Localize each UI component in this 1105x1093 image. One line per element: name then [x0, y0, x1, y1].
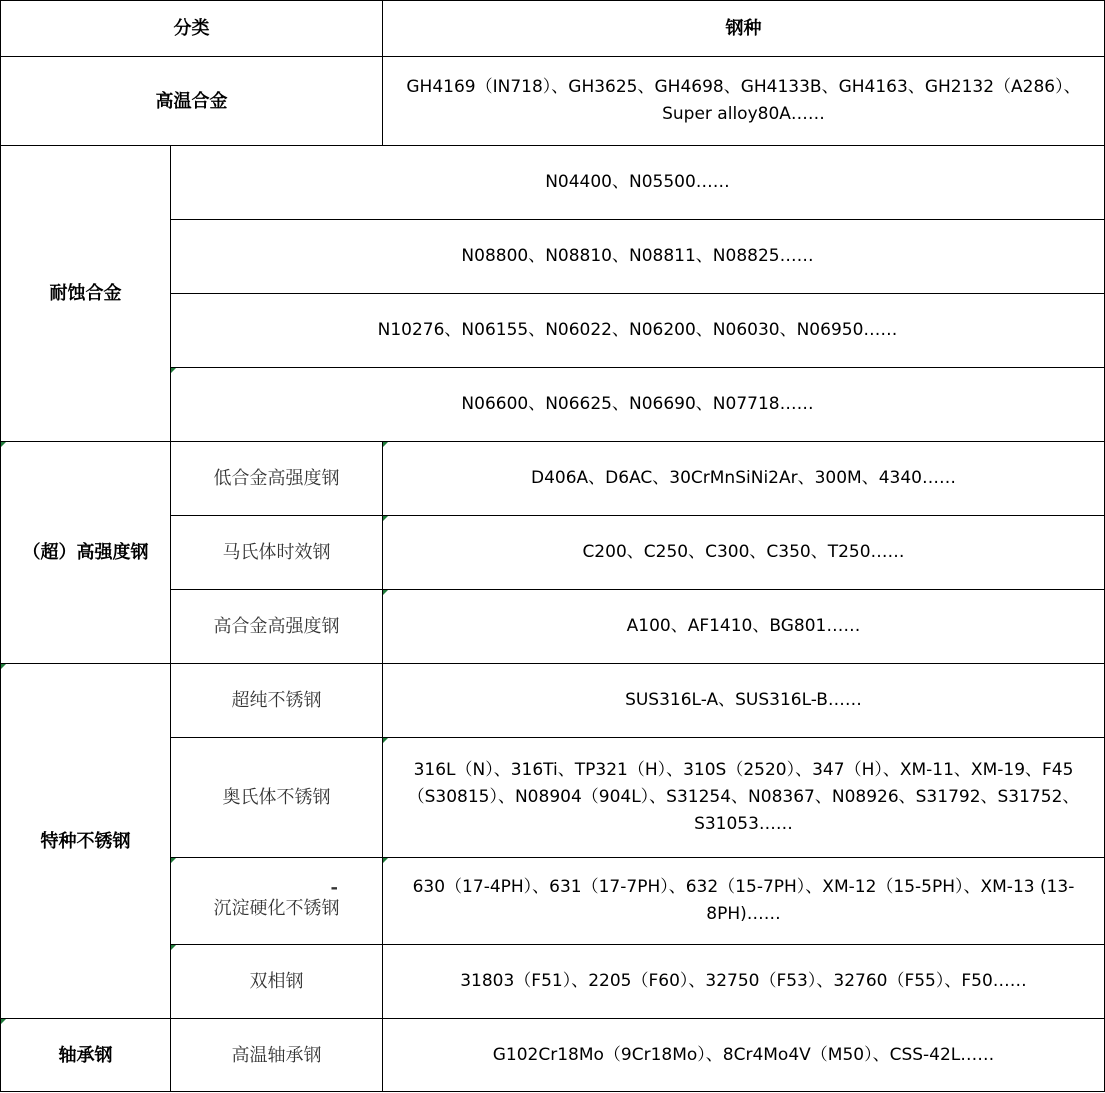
category-high-strength-steel: （超）高强度钢 — [1, 442, 171, 664]
sub-high-alloy-high-strength: 高合金高强度钢 — [171, 590, 383, 664]
sub-duplex: 双相钢 — [171, 945, 383, 1019]
category-high-temp-alloy: 高温合金 — [1, 57, 383, 146]
grades-high-alloy-high-strength: A100、AF1410、BG801…… — [383, 590, 1105, 664]
grades-low-alloy-high-strength: D406A、D6AC、30CrMnSiNi2Ar、300M、4340…… — [383, 442, 1105, 516]
sub-maraging: 马氏体时效钢 — [171, 516, 383, 590]
grades-duplex: 31803（F51）、2205（F60）、32750（F53）、32760（F55）、F50…… — [383, 945, 1105, 1019]
sub-ultra-pure-stainless: 超纯不锈钢 — [171, 664, 383, 738]
sub-low-alloy-high-strength: 低合金高强度钢 — [171, 442, 383, 516]
sub-high-temp-bearing: 高温轴承钢 — [171, 1019, 383, 1092]
grades-corrosion-4: N06600、N06625、N06690、N07718…… — [171, 368, 1105, 442]
sub-austenitic-stainless: 奥氏体不锈钢 — [171, 738, 383, 858]
grades-maraging: C200、C250、C300、C350、T250…… — [383, 516, 1105, 590]
dash-mark: - — [330, 876, 338, 898]
grades-ultra-pure-stainless: SUS316L-A、SUS316L-B…… — [383, 664, 1105, 738]
grades-austenitic-stainless: 316L（N）、316Ti、TP321（H）、310S（2520）、347（H）、XM-11、XM-19、F45（S30815）、N08904（904L）、S31254、N08367、N08926、S31792、S31752、S31053…… — [383, 738, 1105, 858]
table-row — [1, 146, 1105, 220]
grades-corrosion-1: N04400、N05500…… — [171, 146, 1105, 220]
grades-high-temp-bearing: G102Cr18Mo（9Cr18Mo）、8Cr4Mo4V（M50）、CSS-42L…… — [383, 1019, 1105, 1092]
sub-precipitation-hardening: 沉淀硬化不锈钢 — [213, 897, 340, 919]
table-row — [1, 664, 1105, 738]
category-bearing-steel: 轴承钢 — [1, 1019, 171, 1092]
category-special-stainless: 特种不锈钢 — [1, 664, 171, 1019]
header-row — [1, 1, 1105, 57]
header-category: 分类 — [1, 1, 383, 57]
category-corrosion-alloy: 耐蚀合金 — [1, 146, 171, 442]
grades-corrosion-2: N08800、N08810、N08811、N08825…… — [171, 220, 1105, 294]
table-row — [1, 1019, 1105, 1092]
table-row — [1, 57, 1105, 146]
header-grade: 钢种 — [383, 1, 1105, 57]
grades-precipitation-hardening: 630（17-4PH）、631（17-7PH）、632（15-7PH）、XM-12（15-5PH）、XM-13 (13-8PH)…… — [383, 858, 1105, 945]
grades-corrosion-3: N10276、N06155、N06022、N06200、N06030、N06950…… — [171, 294, 1105, 368]
table-row — [1, 442, 1105, 516]
sub-precipitation-hardening-cell — [171, 858, 383, 945]
grades-high-temp-alloy: GH4169（IN718）、GH3625、GH4698、GH4133B、GH4163、GH2132（A286）、Super alloy80A…… — [383, 57, 1105, 146]
